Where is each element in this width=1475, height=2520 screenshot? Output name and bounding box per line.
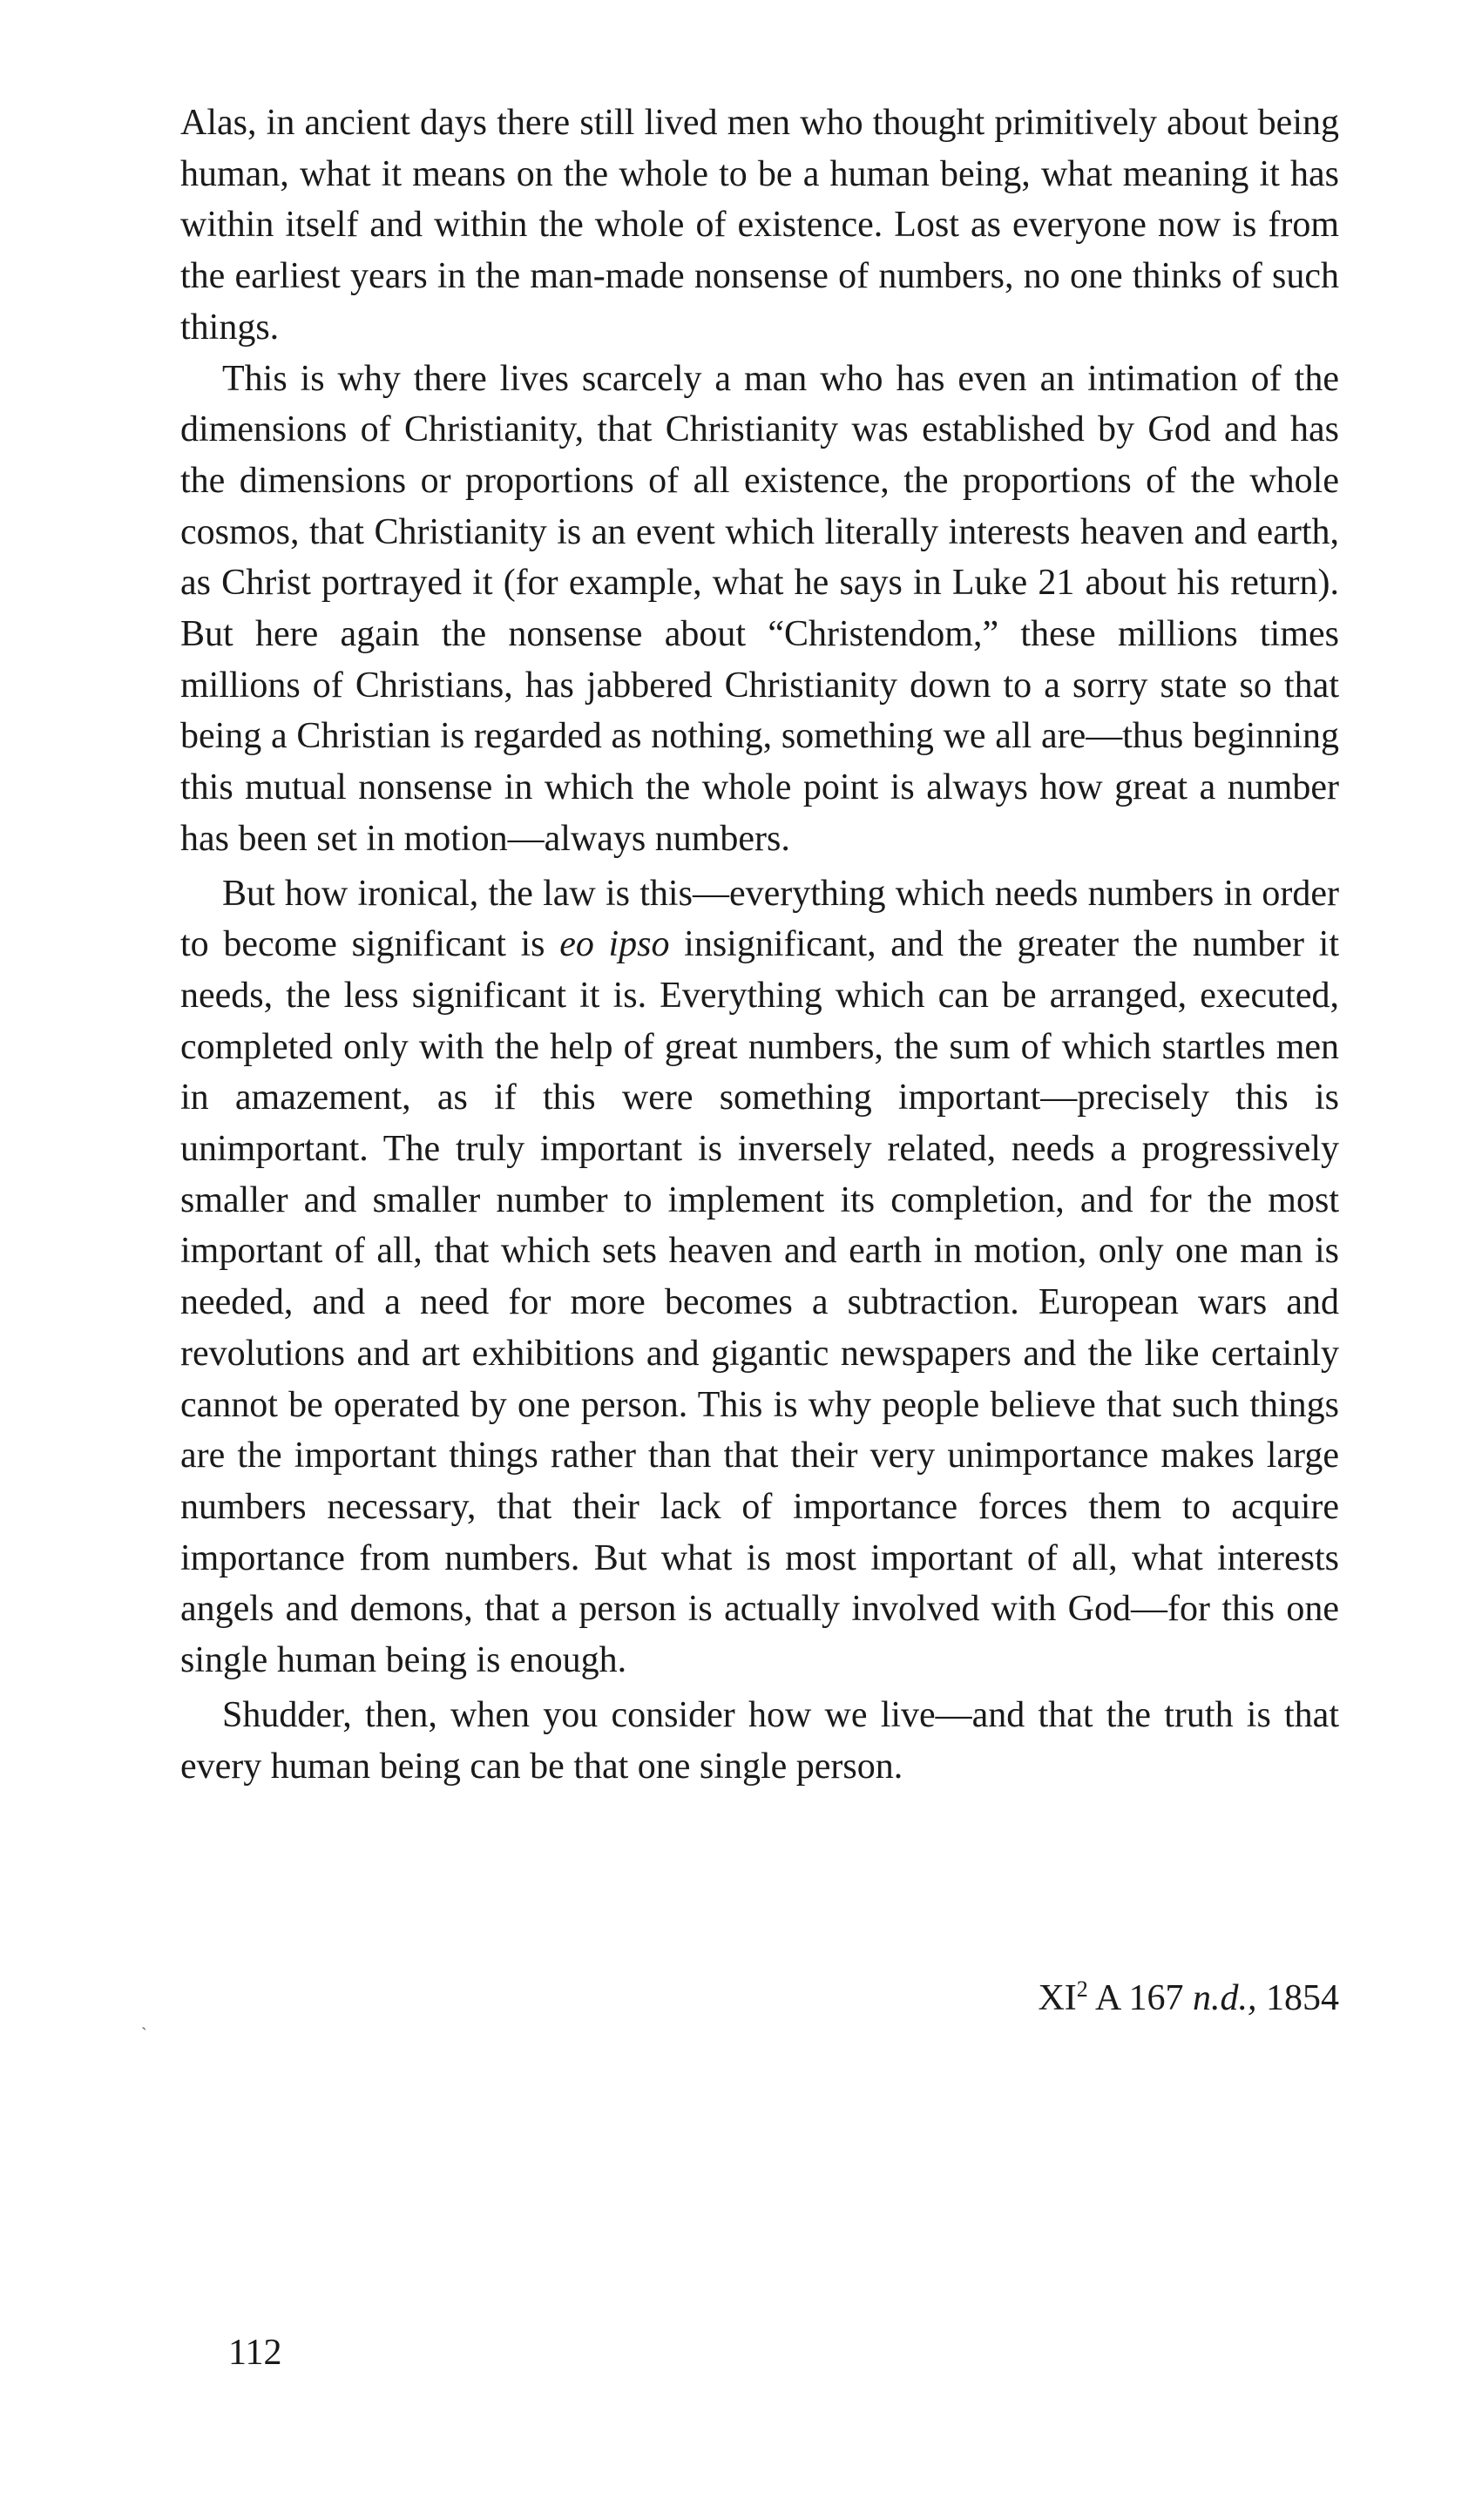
stray-mark: ˎ (141, 2011, 147, 2030)
paragraph-3-text-b: insignificant, and the greater the number it needs, the less significant it is. Everything which can be arranged, executed, completed only with the help of great numbers, the sum of which startles men in amazement, as if this were something important—precisely this is unimportant. The truly important is inversely related, needs a progressively smaller and smaller number to implement its completion, and for the most important of all, that which sets heaven and earth in motion, only one man is needed, and a need for more becomes a subtraction. European wars and revolutions and art exhibitions and gigantic newspapers and the like certainly cannot be operated by one person. This is why people believe that such things are the important things rather than that their very unimportance makes large numbers necessary, that their lack of importance forces them to acquire importance from numbers. But what is most important of all, what interests angels and demons, that a person is actually involved with God—for this one single human being is enough. (180, 924, 1339, 1681)
paragraph-4-text: Shudder, then, when you consider how we live—and that the truth is that every human being can be that one single person. (180, 1694, 1339, 1787)
page-number: 112 (228, 2333, 282, 2373)
journal-citation (1038, 1973, 1339, 2023)
citation-entry: A 167 (1087, 1978, 1193, 2018)
citation-superscript: 2 (1076, 1976, 1088, 2002)
paragraph-1 (180, 98, 1339, 354)
paragraph-3 (180, 868, 1339, 1686)
citation-date-note: n.d., (1193, 1978, 1257, 2018)
paragraph-2-text: This is why there lives scarcely a man who has even an intimation of the dimensions of Christianity, that Christianity was established by God and has the dimensions or proportions of all existence, the proportions of the whole cosmos, that Christianity is an event which literally interests heaven and earth, as Christ portrayed it (for example, what he says in Luke 21 about his return). But here again the nonsense about “Christendom,” these millions times millions of Christians, has jabbered Christianity down to a sorry state so that being a Christian is regarded as nothing, something we all are—thus beginning this mutual nonsense in which the whole point is always how great a number has been set in motion—always numbers. (180, 358, 1339, 859)
paragraph-2 (180, 354, 1339, 865)
paragraph-3-text-a: But how ironical, the law is this—everything which needs numbers in order to become significant is (180, 873, 1339, 965)
body-text (180, 98, 1339, 1792)
paragraph-1-text: Alas, in ancient days there still lived men who thought primitively about being human, what it means on the whole to be a human being, what meaning it has within itself and within the whole of existence. Lost as everyone now is from the earliest years in the man-made nonsense of numbers, no one thinks of such things. (180, 103, 1339, 348)
citation-year: 1854 (1256, 1978, 1339, 2018)
citation-volume: XI (1038, 1978, 1077, 2018)
paragraph-4 (180, 1690, 1339, 1792)
paragraph-3-italic-phrase: eo ipso (559, 924, 670, 965)
